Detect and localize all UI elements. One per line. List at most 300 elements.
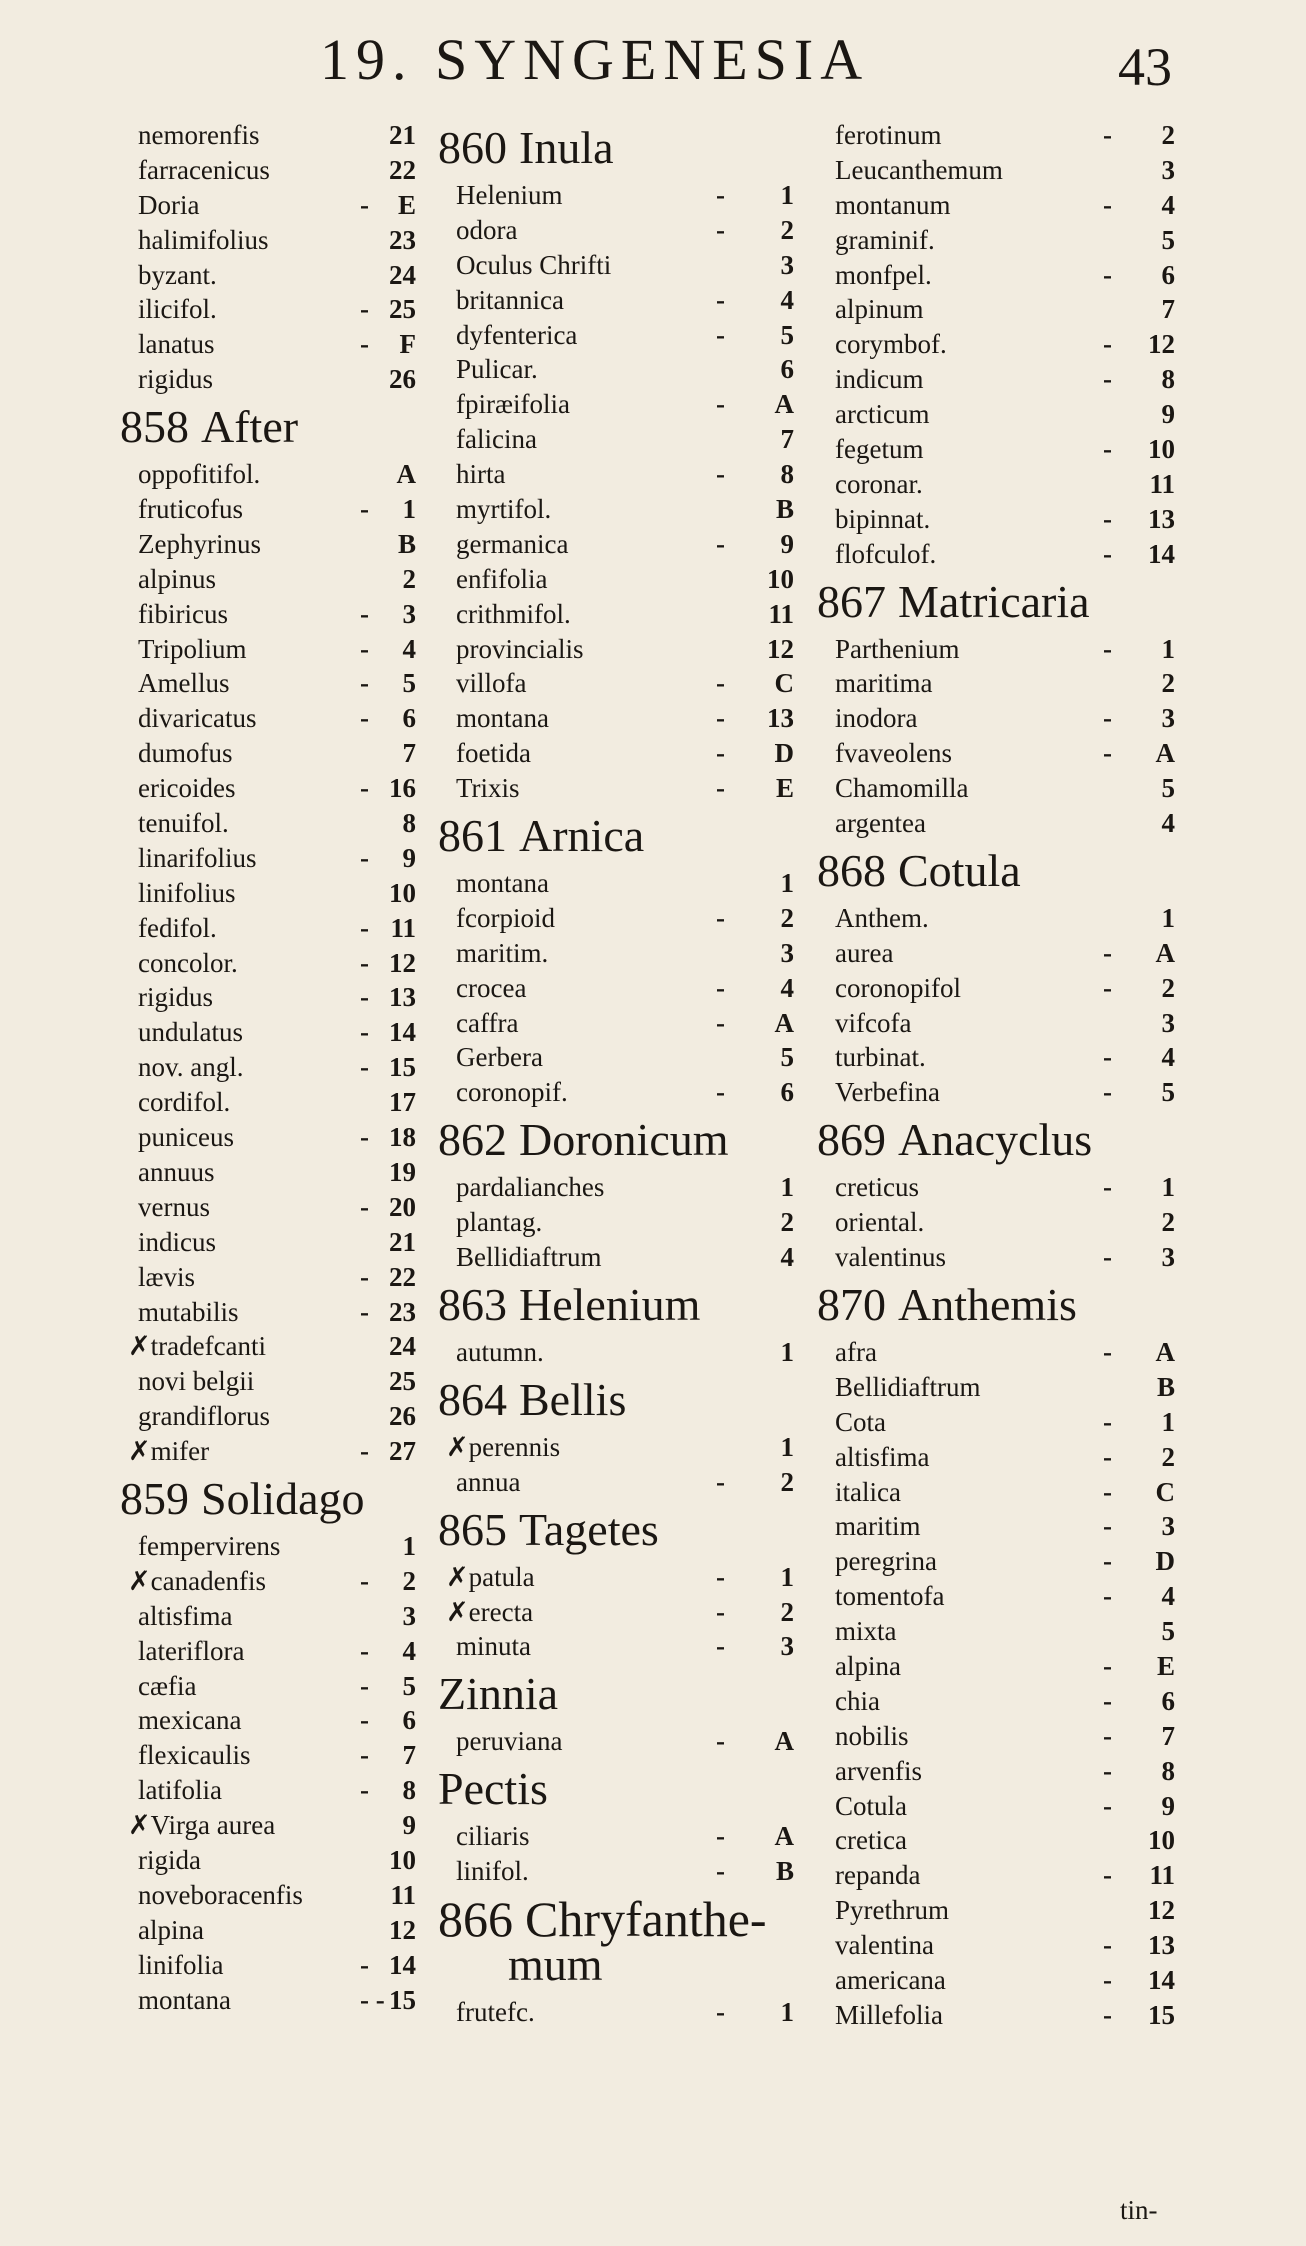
species-entry — [128, 527, 416, 562]
species-number: 2 — [780, 1596, 794, 1627]
species-name: oppofitifol. — [138, 459, 261, 490]
species-number: 27 — [389, 1436, 416, 1467]
species-name-wrap — [138, 1529, 280, 1564]
species-number: 15 — [1148, 1999, 1175, 2030]
species-entry — [825, 901, 1175, 936]
species-name-wrap — [138, 1399, 270, 1434]
genus-name: mum — [508, 1938, 603, 1990]
leader-dash: - — [1103, 1546, 1112, 1577]
leader-dash: - — [360, 1635, 369, 1666]
species-name-wrap — [835, 806, 926, 841]
species-name-wrap — [835, 258, 932, 293]
species-entry — [825, 1370, 1175, 1405]
species-number: 3 — [780, 937, 794, 968]
species-name: Bellidiaftrum — [456, 1242, 602, 1273]
species-name-wrap — [456, 387, 570, 422]
species-name: Verbefina — [835, 1077, 940, 1108]
species-name-wrap — [835, 1963, 946, 1998]
genus-number: 870 — [817, 1278, 886, 1330]
species-name: crithmifol. — [456, 598, 571, 629]
species-entry — [128, 153, 416, 188]
species-entry — [128, 223, 416, 258]
species-number: 26 — [389, 364, 416, 395]
species-name: cordifol. — [138, 1087, 231, 1118]
species-name-wrap — [138, 1634, 244, 1669]
species-number: 17 — [389, 1087, 416, 1118]
species-number: 4 — [402, 1635, 416, 1666]
species-name: foetida — [456, 738, 531, 769]
leader-dash: - - — [360, 1984, 385, 2015]
species-name-wrap — [456, 1629, 531, 1664]
leader-dash: - — [1103, 364, 1112, 395]
species-entry — [825, 1858, 1175, 1893]
species-name: corymbof. — [835, 329, 947, 360]
species-number: 12 — [389, 1914, 416, 1945]
leader-dash: - — [716, 773, 725, 804]
species-number: 3 — [780, 249, 794, 280]
species-name: lanatus — [138, 329, 215, 360]
species-name: concolor. — [138, 947, 238, 978]
species-name: grandiflorus — [138, 1401, 270, 1432]
species-name-wrap — [835, 118, 941, 153]
species-name-wrap — [138, 1599, 232, 1634]
species-name-wrap — [138, 736, 233, 771]
species-number: 4 — [1161, 1581, 1175, 1612]
species-name-wrap — [835, 1998, 943, 2033]
species-entry — [825, 1544, 1175, 1579]
species-name-wrap — [128, 1434, 209, 1469]
species-name-wrap — [835, 1006, 911, 1041]
species-name: altisfima — [835, 1441, 930, 1472]
species-name-wrap — [456, 1040, 543, 1075]
species-number: 5 — [1161, 773, 1175, 804]
species-number: B — [397, 528, 416, 559]
species-entry — [128, 1703, 416, 1738]
species-entry — [446, 1170, 794, 1205]
species-entry — [825, 1893, 1175, 1928]
species-number: 10 — [389, 1844, 416, 1875]
species-name-wrap — [138, 946, 238, 981]
species-number: 1 — [1161, 902, 1175, 933]
species-name-wrap — [138, 980, 213, 1015]
species-name-wrap — [456, 248, 611, 283]
species-name: valentinus — [835, 1242, 946, 1273]
species-name: fpiræifolia — [456, 389, 570, 420]
species-number: 2 — [1161, 668, 1175, 699]
species-name: indicus — [138, 1226, 216, 1257]
species-number: 5 — [1161, 224, 1175, 255]
leader-dash: - — [1103, 1860, 1112, 1891]
species-entry — [825, 1579, 1175, 1614]
genus-number: 859 — [120, 1472, 189, 1524]
species-entry — [825, 188, 1175, 223]
species-name: erecta — [468, 1596, 534, 1627]
species-entry — [825, 1823, 1175, 1858]
species-name-wrap — [456, 736, 531, 771]
species-number: 13 — [1148, 1930, 1175, 1961]
genus-name: Anthemis — [898, 1278, 1077, 1330]
species-number: 3 — [1161, 1007, 1175, 1038]
species-entry — [446, 1075, 794, 1110]
species-name: undulatus — [138, 1017, 243, 1048]
species-entry — [825, 1928, 1175, 1963]
genus-number: 861 — [438, 810, 507, 862]
species-name-wrap — [835, 666, 932, 701]
genus-name: Tagetes — [519, 1503, 659, 1555]
species-name: Tripolium — [138, 633, 247, 664]
species-entry — [128, 946, 416, 981]
species-entry — [825, 1475, 1175, 1510]
cross-mark: ✗ — [128, 1331, 151, 1362]
species-name: Gerbera — [456, 1042, 543, 1073]
species-entry — [825, 1440, 1175, 1475]
species-name: peregrina — [835, 1546, 937, 1577]
species-number: 1 — [780, 1172, 794, 1203]
species-name: patula — [468, 1561, 535, 1592]
species-name: noveboracenfis — [138, 1879, 303, 1910]
species-name-wrap — [138, 1225, 216, 1260]
species-number: 21 — [389, 1226, 416, 1257]
species-name-wrap — [456, 318, 577, 353]
species-entry — [128, 632, 416, 667]
species-entry — [128, 1120, 416, 1155]
species-number: 10 — [767, 563, 794, 594]
species-name-wrap — [456, 1465, 520, 1500]
species-name: argentea — [835, 808, 926, 839]
species-entry — [825, 362, 1175, 397]
species-entry — [446, 527, 794, 562]
leader-dash: - — [360, 1565, 369, 1596]
species-name-wrap — [138, 1948, 223, 1983]
genus-heading — [438, 1502, 794, 1558]
species-name: ciliaris — [456, 1821, 530, 1852]
leader-dash: - — [716, 528, 725, 559]
species-entry — [128, 1843, 416, 1878]
species-entry — [825, 1719, 1175, 1754]
species-entry — [128, 771, 416, 806]
species-entry — [446, 901, 794, 936]
genus-name: After — [201, 401, 299, 453]
class-title: 19. SYNGENESIA — [320, 27, 870, 92]
species-name: inodora — [835, 703, 918, 734]
leader-dash: - — [1103, 1581, 1112, 1612]
species-name: fibiricus — [138, 598, 228, 629]
species-number: 26 — [389, 1401, 416, 1432]
species-name-wrap — [138, 223, 269, 258]
species-number: D — [774, 738, 794, 769]
species-name-wrap — [138, 527, 261, 562]
species-number: 1 — [402, 494, 416, 525]
species-number: 8 — [780, 459, 794, 490]
species-name-wrap — [138, 188, 199, 223]
leader-dash: - — [360, 598, 369, 629]
species-number: 4 — [1161, 808, 1175, 839]
species-entry — [825, 1998, 1175, 2033]
species-name-wrap — [138, 492, 243, 527]
species-entry — [128, 1878, 416, 1913]
species-name: halimifolius — [138, 224, 269, 255]
species-entry — [446, 178, 794, 213]
species-number: 1 — [780, 1431, 794, 1462]
species-name: Zephyrinus — [138, 528, 261, 559]
species-name: mifer — [150, 1436, 210, 1467]
species-entry — [825, 971, 1175, 1006]
species-entry — [825, 806, 1175, 841]
species-number: 16 — [389, 773, 416, 804]
species-number: 1 — [780, 1336, 794, 1367]
genus-heading — [817, 574, 1175, 630]
species-name: Bellidiaftrum — [835, 1371, 981, 1402]
species-entry — [825, 936, 1175, 971]
species-name: hirta — [456, 459, 506, 490]
genus-name: Chryfanthe- — [525, 1890, 767, 1947]
species-name: byzant. — [138, 259, 217, 290]
species-name: pardalianches — [456, 1172, 605, 1203]
species-number: 3 — [1161, 1242, 1175, 1273]
species-name: flofculof. — [835, 538, 937, 569]
species-name-wrap — [138, 1120, 234, 1155]
species-entry — [825, 1335, 1175, 1370]
genus-name: Inula — [519, 122, 614, 173]
species-entry — [446, 866, 794, 901]
species-number: 3 — [1161, 1511, 1175, 1542]
species-entry — [825, 1205, 1175, 1240]
species-number: 10 — [1148, 1825, 1175, 1856]
leader-dash: - — [360, 1122, 369, 1153]
species-name: cretica — [835, 1825, 907, 1856]
species-entry — [128, 1364, 416, 1399]
species-number: 10 — [1148, 434, 1175, 465]
species-name-wrap — [138, 841, 256, 876]
species-entry — [446, 666, 794, 701]
species-name-wrap — [456, 971, 526, 1006]
species-name: novi belgii — [138, 1366, 255, 1397]
species-number: 24 — [389, 1331, 416, 1362]
species-number: 4 — [780, 1242, 794, 1273]
species-entry — [128, 1329, 416, 1364]
species-name: ferotinum — [835, 120, 942, 150]
genus-heading — [438, 120, 794, 176]
species-entry — [825, 1614, 1175, 1649]
leader-dash: - — [360, 668, 369, 699]
species-number: 23 — [389, 224, 416, 255]
species-name-wrap — [138, 1085, 230, 1120]
species-entry — [128, 362, 416, 397]
species-name: farracenicus — [138, 154, 270, 185]
leader-dash: - — [716, 459, 725, 490]
species-entry — [825, 327, 1175, 362]
genus-number: 863 — [438, 1278, 507, 1330]
species-entry — [446, 422, 794, 457]
genus-number: 860 — [438, 122, 507, 173]
species-number: F — [399, 329, 416, 360]
species-entry — [446, 457, 794, 492]
species-number: 25 — [389, 1366, 416, 1397]
species-number: 19 — [389, 1156, 416, 1187]
species-name-wrap — [138, 327, 214, 362]
species-number: 11 — [1149, 468, 1175, 499]
species-name-wrap — [456, 1819, 529, 1854]
leader-dash: - — [1103, 1077, 1112, 1108]
species-name: maritim — [835, 1511, 921, 1542]
species-number: 2 — [402, 563, 416, 594]
species-name: Cota — [835, 1406, 886, 1437]
species-entry — [128, 1808, 416, 1843]
species-name: puniceus — [138, 1122, 234, 1153]
genus-number: 868 — [817, 844, 886, 896]
species-entry — [446, 1995, 794, 2030]
page-header — [0, 22, 1306, 97]
leader-dash: - — [716, 319, 725, 350]
leader-dash: - — [360, 189, 369, 220]
genus-heading — [438, 808, 794, 864]
leader-dash: - — [360, 1949, 369, 1980]
species-entry — [446, 1430, 794, 1465]
species-entry — [128, 1295, 416, 1330]
species-name-wrap — [138, 1773, 222, 1808]
species-number: 10 — [389, 877, 416, 908]
species-entry — [446, 387, 794, 422]
species-number: 8 — [1161, 1755, 1175, 1786]
genus-name: Anacyclus — [898, 1114, 1093, 1166]
species-name: linifol. — [456, 1856, 529, 1887]
genus-name: Matricaria — [898, 575, 1090, 627]
species-name: arvenfis — [835, 1755, 922, 1786]
species-name-wrap — [835, 1544, 937, 1579]
species-name-wrap — [456, 457, 505, 492]
species-entry — [446, 1205, 794, 1240]
species-name-wrap — [138, 292, 217, 327]
species-number: 3 — [1161, 154, 1175, 185]
species-number: 7 — [1161, 294, 1175, 325]
species-name-wrap — [138, 806, 229, 841]
species-name-wrap — [835, 1928, 934, 1963]
leader-dash: - — [716, 1077, 725, 1108]
species-entry — [446, 1724, 794, 1759]
species-name-wrap — [138, 1983, 231, 2018]
species-number: 12 — [1148, 329, 1175, 360]
species-name: graminif. — [835, 224, 935, 255]
species-name: lævis — [138, 1261, 196, 1292]
species-name-wrap — [835, 223, 935, 258]
species-name-wrap — [835, 1170, 919, 1205]
species-name: fempervirens — [138, 1530, 281, 1561]
species-name: oriental. — [835, 1207, 925, 1238]
species-name-wrap — [138, 1015, 243, 1050]
species-name: annuus — [138, 1156, 215, 1187]
species-entry — [128, 1773, 416, 1808]
species-number: 5 — [1161, 1616, 1175, 1647]
species-name: montana — [138, 1984, 231, 2015]
species-number: B — [775, 1856, 794, 1887]
species-entry — [825, 153, 1175, 188]
species-entry — [825, 1075, 1175, 1110]
species-name-wrap — [835, 1823, 907, 1858]
species-name: Chamomilla — [835, 773, 969, 804]
species-number: C — [1155, 1476, 1175, 1507]
leader-dash: - — [360, 1436, 369, 1467]
species-name: coronopif. — [456, 1077, 568, 1108]
genus-name: Helenium — [519, 1278, 701, 1330]
leader-dash: - — [360, 494, 369, 525]
species-entry — [446, 597, 794, 632]
species-number: 15 — [389, 1984, 416, 2015]
species-name: mixta — [835, 1616, 897, 1647]
leader-dash: - — [716, 180, 725, 210]
leader-dash: - — [1103, 329, 1112, 360]
species-entry — [128, 118, 416, 153]
species-name: valentina — [835, 1930, 934, 1961]
species-entry — [825, 1789, 1175, 1824]
species-number: 2 — [1161, 972, 1175, 1003]
species-name: autumn. — [456, 1336, 544, 1367]
leader-dash: - — [360, 1296, 369, 1327]
species-number: 12 — [1148, 1895, 1175, 1926]
leader-dash: - — [360, 1261, 369, 1292]
species-name: annua — [456, 1466, 521, 1497]
catchword: tin- — [1120, 2195, 1158, 2225]
species-name: latifolia — [138, 1775, 222, 1806]
species-entry — [128, 1085, 416, 1120]
cross-mark: ✗ — [446, 1596, 469, 1627]
species-name-wrap — [138, 118, 259, 153]
species-entry — [825, 292, 1175, 327]
species-number: 2 — [1161, 120, 1175, 150]
species-number: 11 — [390, 912, 416, 943]
species-entry — [128, 806, 416, 841]
leader-dash: - — [360, 1052, 369, 1083]
cross-mark: ✗ — [446, 1561, 469, 1592]
species-number: A — [396, 459, 416, 490]
genus-heading — [438, 1761, 794, 1817]
species-name-wrap — [835, 188, 951, 223]
species-entry — [128, 1399, 416, 1434]
species-name: altisfima — [138, 1600, 233, 1631]
species-name: mutabilis — [138, 1296, 239, 1327]
species-name-wrap — [138, 1878, 303, 1913]
species-name: caffra — [456, 1007, 519, 1038]
species-name-wrap — [835, 432, 923, 467]
species-entry — [825, 701, 1175, 736]
species-entry — [446, 1006, 794, 1041]
species-entry — [128, 1225, 416, 1260]
leader-dash: - — [1103, 1755, 1112, 1786]
species-entry — [446, 1560, 794, 1595]
leader-dash: - — [716, 972, 725, 1003]
species-number: 5 — [402, 668, 416, 699]
species-name-wrap — [456, 1240, 601, 1275]
species-name: linarifolius — [138, 842, 257, 873]
species-entry — [128, 1599, 416, 1634]
species-name: rigidus — [138, 982, 214, 1013]
species-number: 2 — [780, 1207, 794, 1238]
species-name-wrap — [456, 1724, 562, 1759]
leader-dash: - — [716, 1821, 725, 1852]
leader-dash: - — [1103, 1720, 1112, 1751]
species-entry — [128, 457, 416, 492]
species-name: repanda — [835, 1860, 921, 1891]
species-number: 2 — [402, 1565, 416, 1596]
species-name: Oculus Chrifti — [456, 249, 612, 280]
species-entry — [128, 562, 416, 597]
species-name: Anthem. — [835, 902, 929, 933]
species-name-wrap — [835, 771, 968, 806]
species-name: tomentofa — [835, 1581, 945, 1612]
species-name-wrap — [835, 502, 930, 537]
leader-dash: - — [1103, 538, 1112, 569]
leader-dash: - — [1103, 1511, 1112, 1542]
species-entry — [128, 292, 416, 327]
